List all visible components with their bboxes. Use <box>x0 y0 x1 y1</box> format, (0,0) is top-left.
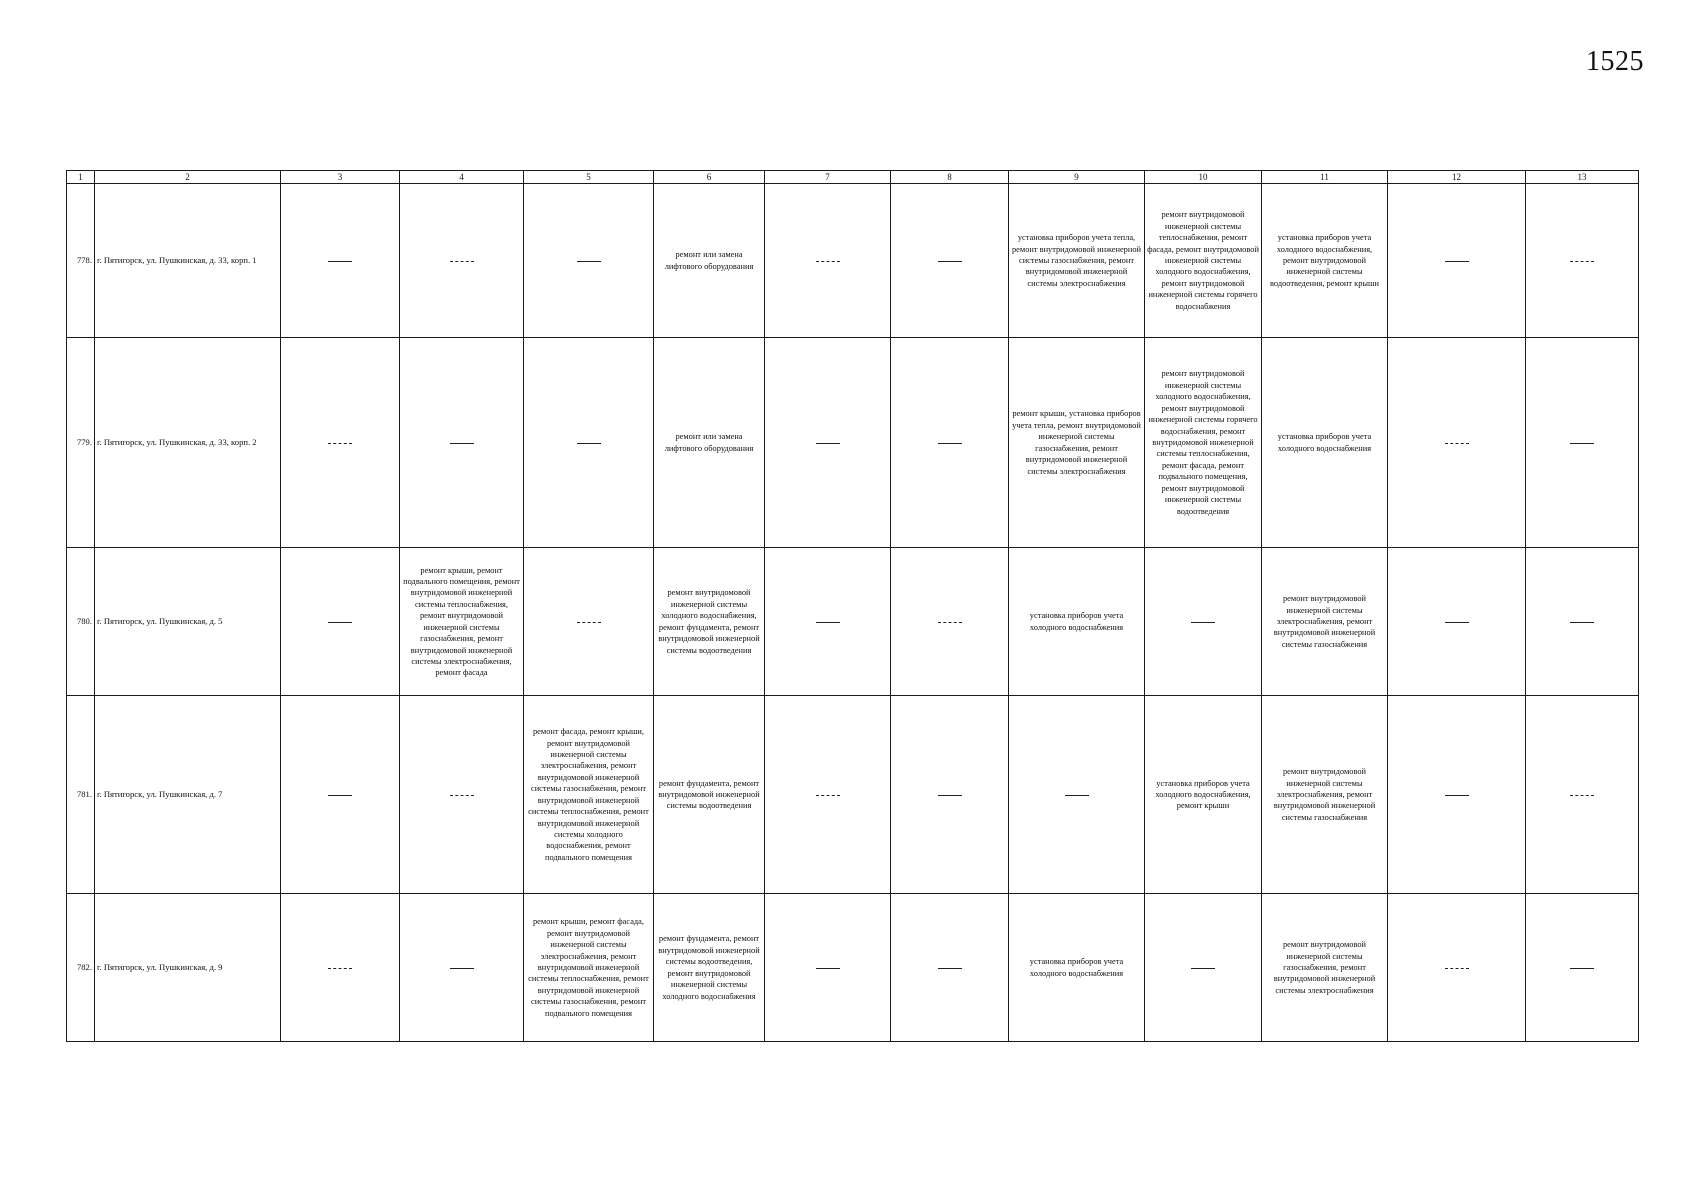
dash-mark <box>1445 261 1469 262</box>
empty-cell <box>1388 696 1526 894</box>
address-cell: г. Пятигорск, ул. Пушкинская, д. 5 <box>95 548 281 696</box>
column-header: 1 <box>67 171 95 184</box>
empty-cell <box>281 894 400 1042</box>
work-type-cell: установка приборов учета холодного водоснабжения <box>1009 894 1145 1042</box>
column-header: 11 <box>1262 171 1388 184</box>
column-header: 3 <box>281 171 400 184</box>
empty-cell <box>1388 894 1526 1042</box>
dash-mark <box>450 443 474 444</box>
work-type-cell: ремонт внутридомовой инженерной системы электроснабжения, ремонт внутридомовой инженерной системы газоснабжения <box>1262 696 1388 894</box>
dash-mark <box>328 795 352 796</box>
dash-mark <box>577 443 601 444</box>
row-number-cell: 782. <box>67 894 95 1042</box>
empty-cell <box>1388 184 1526 338</box>
work-type-cell: установка приборов учета холодного водоснабжения, ремонт крыши <box>1145 696 1262 894</box>
empty-cell <box>891 548 1009 696</box>
table-row <box>67 338 1639 548</box>
dash-mark <box>1570 443 1594 444</box>
empty-cell <box>281 184 400 338</box>
dash-mark <box>1570 261 1594 262</box>
column-header: 6 <box>654 171 765 184</box>
row-number-cell: 778. <box>67 184 95 338</box>
empty-cell <box>1526 184 1639 338</box>
column-header: 8 <box>891 171 1009 184</box>
empty-cell <box>1145 548 1262 696</box>
column-header: 7 <box>765 171 891 184</box>
work-type-cell: ремонт внутридомовой инженерной системы холодного водоснабжения, ремонт фундамента, ремонт внутридомовой инженерной системы водоотведения <box>654 548 765 696</box>
dash-mark <box>328 261 352 262</box>
empty-cell <box>281 548 400 696</box>
address-cell: г. Пятигорск, ул. Пушкинская, д. 33, корп. 2 <box>95 338 281 548</box>
dash-mark <box>1570 968 1594 969</box>
work-type-cell: ремонт или замена лифтового оборудования <box>654 338 765 548</box>
empty-cell <box>281 338 400 548</box>
page-number: 1525 <box>1586 46 1644 77</box>
dash-mark <box>1065 795 1089 796</box>
dash-mark <box>450 968 474 969</box>
empty-cell <box>400 894 524 1042</box>
table-row <box>67 184 1639 338</box>
dash-mark <box>1570 622 1594 623</box>
dash-mark <box>938 795 962 796</box>
dash-mark <box>938 443 962 444</box>
dash-mark <box>1445 443 1469 444</box>
empty-cell <box>524 548 654 696</box>
empty-cell <box>524 338 654 548</box>
dash-mark <box>938 261 962 262</box>
empty-cell <box>765 338 891 548</box>
column-header: 13 <box>1526 171 1639 184</box>
empty-cell <box>1526 548 1639 696</box>
empty-cell <box>891 696 1009 894</box>
work-type-cell: ремонт внутридомовой инженерной системы газоснабжения, ремонт внутридомовой инженерной системы электроснабжения <box>1262 894 1388 1042</box>
work-type-cell: установка приборов учета холодного водоснабжения <box>1009 548 1145 696</box>
dash-mark <box>1445 968 1469 969</box>
column-number-header-row <box>67 171 1639 184</box>
dash-mark <box>816 622 840 623</box>
dash-mark <box>816 261 840 262</box>
dash-mark <box>816 795 840 796</box>
address-cell: г. Пятигорск, ул. Пушкинская, д. 7 <box>95 696 281 894</box>
dash-mark <box>816 443 840 444</box>
dash-mark <box>328 443 352 444</box>
dash-mark <box>816 968 840 969</box>
dash-mark <box>328 968 352 969</box>
table-row <box>67 894 1639 1042</box>
empty-cell <box>1526 894 1639 1042</box>
table-row <box>67 696 1639 894</box>
dash-mark <box>450 795 474 796</box>
work-type-cell: установка приборов учета холодного водоснабжения, ремонт внутридомовой инженерной системы водоотведения, ремонт крыши <box>1262 184 1388 338</box>
dash-mark <box>1445 622 1469 623</box>
column-header: 2 <box>95 171 281 184</box>
empty-cell <box>524 184 654 338</box>
work-type-cell: ремонт крыши, ремонт подвального помещения, ремонт внутридомовой инженерной системы теплоснабжения, ремонт внутридомовой инженерной системы газоснабжения, ремонт внутридомовой инженерной системы электроснабжения, ремонт фасада <box>400 548 524 696</box>
work-type-cell: ремонт внутридомовой инженерной системы электроснабжения, ремонт внутридомовой инженерной системы газоснабжения <box>1262 548 1388 696</box>
work-type-cell: ремонт фасада, ремонт крыши, ремонт внутридомовой инженерной системы электроснабжения, ремонт внутридомовой инженерной системы газоснабжения, ремонт внутридомовой инженерной системы теплоснабжения, ремонт внутридомовой инженерной системы холодного водоснабжения, ремонт подвального помещения <box>524 696 654 894</box>
empty-cell <box>1388 548 1526 696</box>
empty-cell <box>891 894 1009 1042</box>
work-type-cell: ремонт крыши, ремонт фасада, ремонт внутридомовой инженерной системы электроснабжения, ремонт внутридомовой инженерной системы теплоснабжения, ремонт внутридомовой инженерной системы газоснабжения, ремонт подвального помещения <box>524 894 654 1042</box>
empty-cell <box>891 184 1009 338</box>
address-cell: г. Пятигорск, ул. Пушкинская, д. 9 <box>95 894 281 1042</box>
empty-cell <box>400 184 524 338</box>
empty-cell <box>1145 894 1262 1042</box>
empty-cell <box>400 338 524 548</box>
empty-cell <box>765 548 891 696</box>
column-header: 4 <box>400 171 524 184</box>
table-row <box>67 548 1639 696</box>
work-type-cell: ремонт внутридомовой инженерной системы холодного водоснабжения, ремонт внутридомовой инженерной системы горячего водоснабжения, ремонт внутридомовой инженерной системы теплоснабжения, ремонт фасада, ремонт подвального помещения, ремонт внутридомовой инженерной системы водоотведения <box>1145 338 1262 548</box>
repair-schedule-table <box>66 170 1639 1042</box>
column-header: 5 <box>524 171 654 184</box>
empty-cell <box>1009 696 1145 894</box>
dash-mark <box>577 261 601 262</box>
row-number-cell: 780. <box>67 548 95 696</box>
work-type-cell: ремонт крыши, установка приборов учета тепла, ремонт внутридомовой инженерной системы газоснабжения, ремонт внутридомовой инженерной системы электроснабжения <box>1009 338 1145 548</box>
row-number-cell: 779. <box>67 338 95 548</box>
empty-cell <box>400 696 524 894</box>
dash-mark <box>938 968 962 969</box>
empty-cell <box>765 184 891 338</box>
table-body <box>67 184 1639 1042</box>
work-type-cell: ремонт внутридомовой инженерной системы теплоснабжения, ремонт фасада, ремонт внутридомовой инженерной системы холодного водоснабжения, ремонт внутридомовой инженерной системы горячего водоснабжения <box>1145 184 1262 338</box>
dash-mark <box>1191 622 1215 623</box>
empty-cell <box>765 894 891 1042</box>
dash-mark <box>328 622 352 623</box>
dash-mark <box>1445 795 1469 796</box>
dash-mark <box>1191 968 1215 969</box>
work-type-cell: установка приборов учета холодного водоснабжения <box>1262 338 1388 548</box>
work-type-cell: ремонт фундамента, ремонт внутридомовой инженерной системы водоотведения <box>654 696 765 894</box>
column-header: 9 <box>1009 171 1145 184</box>
empty-cell <box>1526 338 1639 548</box>
column-header: 10 <box>1145 171 1262 184</box>
work-type-cell: ремонт фундамента, ремонт внутридомовой инженерной системы водоотведения, ремонт внутридомовой инженерной системы холодного водоснабжения <box>654 894 765 1042</box>
column-header: 12 <box>1388 171 1526 184</box>
empty-cell <box>1526 696 1639 894</box>
empty-cell <box>765 696 891 894</box>
work-type-cell: ремонт или замена лифтового оборудования <box>654 184 765 338</box>
dash-mark <box>938 622 962 623</box>
dash-mark <box>1570 795 1594 796</box>
empty-cell <box>1388 338 1526 548</box>
dash-mark <box>577 622 601 623</box>
dash-mark <box>450 261 474 262</box>
empty-cell <box>891 338 1009 548</box>
empty-cell <box>281 696 400 894</box>
address-cell: г. Пятигорск, ул. Пушкинская, д. 33, корп. 1 <box>95 184 281 338</box>
work-type-cell: установка приборов учета тепла, ремонт внутридомовой инженерной системы газоснабжения, ремонт внутридомовой инженерной системы электроснабжения <box>1009 184 1145 338</box>
row-number-cell: 781. <box>67 696 95 894</box>
